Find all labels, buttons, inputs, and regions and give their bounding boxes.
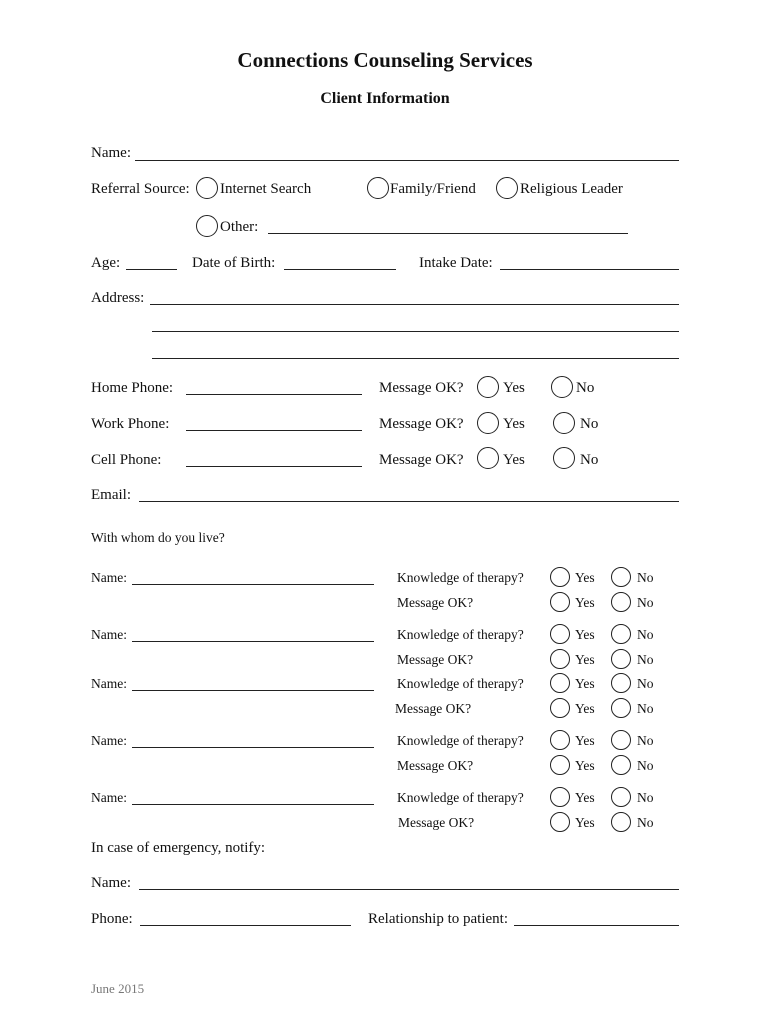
message-ok-label: Message OK? [397,595,474,610]
knowledge-no-radio-5[interactable] [611,787,631,807]
household-name-field-2[interactable] [132,641,374,642]
household-name-field-4[interactable] [132,747,374,748]
household-name-field-5[interactable] [132,804,374,805]
relationship-field[interactable] [514,925,679,926]
knowledge-yes-radio-2[interactable] [550,624,570,644]
relationship-label: Relationship to patient: [368,911,508,927]
emergency-name-label: Name: [91,875,131,891]
referral-family-radio[interactable] [367,177,389,199]
household-name-label: Name: [91,627,127,642]
emergency-heading: In case of emergency, notify: [91,840,266,856]
address-line-3[interactable] [152,358,679,359]
form-title: Connections Counseling Services [237,48,533,72]
cell-message-no-radio[interactable] [553,447,575,469]
household-name-label: Name: [91,733,127,748]
work-message-yes-radio[interactable] [477,412,499,434]
no-label: No [637,701,654,716]
emergency-name-field[interactable] [139,889,679,890]
referral-religious-label: Religious Leader [520,181,623,197]
age-label: Age: [91,255,121,271]
cell-phone-field[interactable] [186,466,362,467]
no-label: No [637,595,654,610]
no-label: No [637,570,654,585]
knowledge-no-radio-1[interactable] [611,567,631,587]
knowledge-no-radio-3[interactable] [611,673,631,693]
emergency-phone-field[interactable] [140,925,351,926]
email-field[interactable] [139,501,679,502]
no-label: No [637,790,654,805]
yes-label: Yes [575,570,595,585]
home-message-no-label: No [576,380,595,396]
message-ok-label: Message OK? [398,815,475,830]
referral-internet-radio[interactable] [196,177,218,199]
intake-date-label: Intake Date: [419,255,493,271]
yes-label: Yes [575,733,595,748]
home-message-no-radio[interactable] [551,376,573,398]
no-label: No [637,815,654,830]
yes-label: Yes [575,676,595,691]
emergency-phone-label: Phone: [91,911,133,927]
message-yes-radio-4[interactable] [550,755,570,775]
household-name-label: Name: [91,676,127,691]
yes-label: Yes [575,815,595,830]
referral-source-label: Referral Source: [91,181,190,197]
cell-message-no-label: No [580,452,599,468]
referral-other-field[interactable] [268,233,628,234]
yes-label: Yes [575,790,595,805]
knowledge-yes-radio-5[interactable] [550,787,570,807]
message-yes-radio-2[interactable] [550,649,570,669]
referral-other-radio[interactable] [196,215,218,237]
knowledge-label: Knowledge of therapy? [397,790,524,805]
household-question: With whom do you live? [91,530,225,545]
age-field[interactable] [126,269,177,270]
name-label: Name: [91,145,131,161]
cell-message-yes-radio[interactable] [477,447,499,469]
cell-phone-label: Cell Phone: [91,452,162,468]
yes-label: Yes [575,701,595,716]
referral-religious-radio[interactable] [496,177,518,199]
yes-label: Yes [575,652,595,667]
knowledge-label: Knowledge of therapy? [397,676,524,691]
home-phone-field[interactable] [186,394,362,395]
no-label: No [637,733,654,748]
work-message-label: Message OK? [379,416,464,432]
referral-internet-label: Internet Search [220,181,312,197]
work-message-yes-label: Yes [503,416,525,432]
message-yes-radio-5[interactable] [550,812,570,832]
yes-label: Yes [575,627,595,642]
address-line-2[interactable] [152,331,679,332]
knowledge-label: Knowledge of therapy? [397,733,524,748]
home-message-yes-radio[interactable] [477,376,499,398]
knowledge-no-radio-4[interactable] [611,730,631,750]
message-no-radio-5[interactable] [611,812,631,832]
knowledge-label: Knowledge of therapy? [397,627,524,642]
message-ok-label: Message OK? [397,758,474,773]
no-label: No [637,676,654,691]
referral-family-label: Family/Friend [390,181,476,197]
work-phone-field[interactable] [186,430,362,431]
household-name-label: Name: [91,570,127,585]
work-message-no-label: No [580,416,599,432]
work-phone-label: Work Phone: [91,416,170,432]
intake-date-field[interactable] [500,269,679,270]
form-subtitle: Client Information [320,90,450,107]
referral-other-label: Other: [220,219,259,235]
name-field[interactable] [135,160,679,161]
no-label: No [637,652,654,667]
knowledge-yes-radio-1[interactable] [550,567,570,587]
message-yes-radio-1[interactable] [550,592,570,612]
yes-label: Yes [575,595,595,610]
address-line-1[interactable] [150,304,679,305]
knowledge-label: Knowledge of therapy? [397,570,524,585]
no-label: No [637,758,654,773]
work-message-no-radio[interactable] [553,412,575,434]
cell-message-label: Message OK? [379,452,464,468]
knowledge-yes-radio-4[interactable] [550,730,570,750]
message-no-radio-4[interactable] [611,755,631,775]
household-name-field-1[interactable] [132,584,374,585]
yes-label: Yes [575,758,595,773]
home-phone-label: Home Phone: [91,380,174,396]
no-label: No [637,627,654,642]
household-name-label: Name: [91,790,127,805]
email-label: Email: [91,487,131,503]
home-message-label: Message OK? [379,380,464,396]
message-ok-label: Message OK? [397,652,474,667]
message-ok-label: Message OK? [395,701,472,716]
dob-label: Date of Birth: [192,255,276,271]
knowledge-no-radio-2[interactable] [611,624,631,644]
message-no-radio-2[interactable] [611,649,631,669]
message-no-radio-1[interactable] [611,592,631,612]
household-name-field-3[interactable] [132,690,374,691]
message-no-radio-3[interactable] [611,698,631,718]
dob-field[interactable] [284,269,396,270]
address-label: Address: [91,290,145,306]
message-yes-radio-3[interactable] [550,698,570,718]
cell-message-yes-label: Yes [503,452,525,468]
footer-date: June 2015 [91,981,145,996]
knowledge-yes-radio-3[interactable] [550,673,570,693]
home-message-yes-label: Yes [503,380,525,396]
